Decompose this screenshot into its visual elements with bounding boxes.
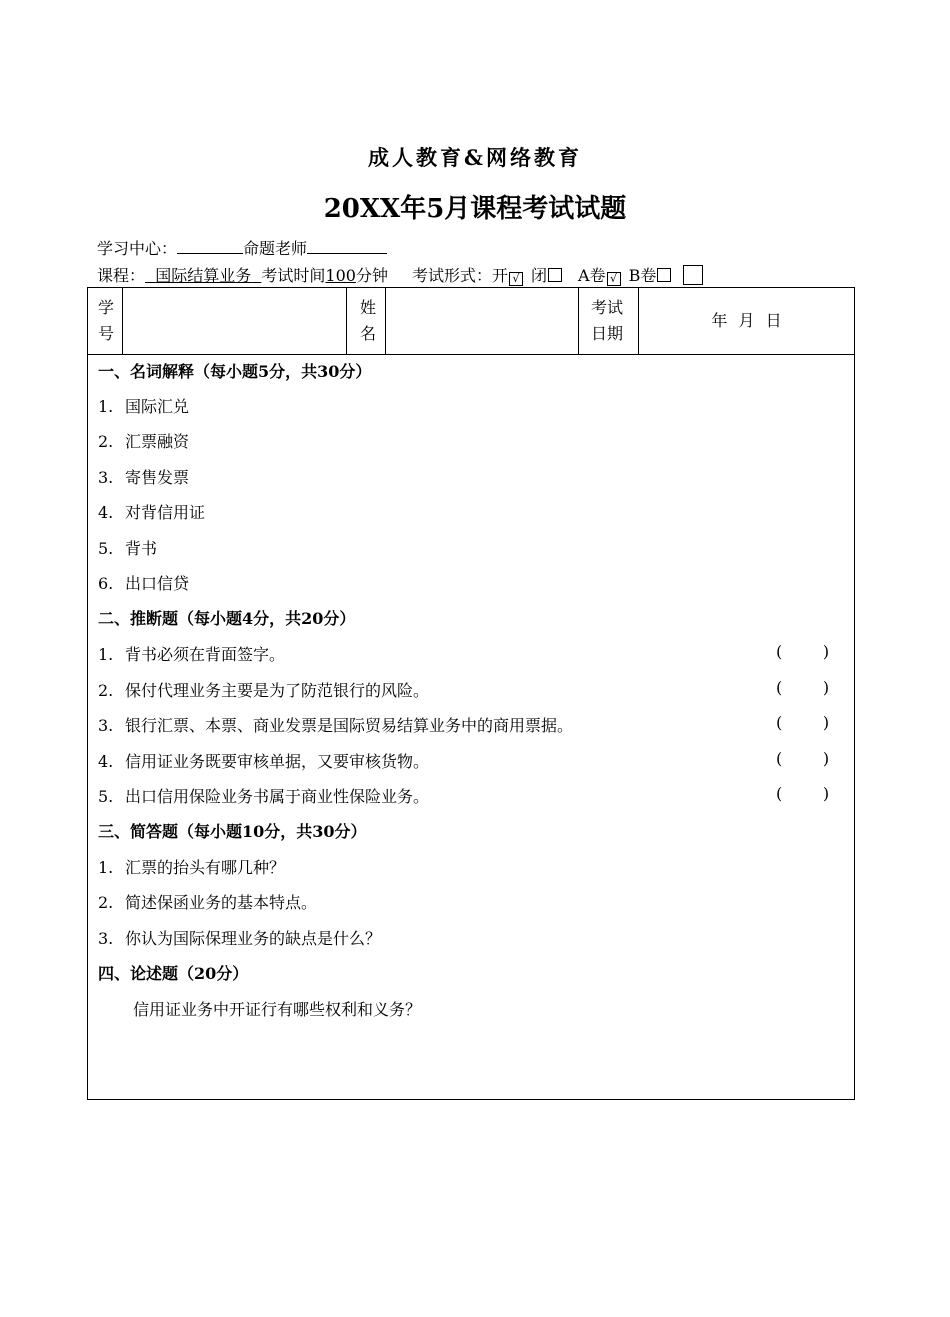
answer-blank[interactable]: ( )	[776, 749, 830, 768]
paper-b-label: B卷	[628, 266, 657, 285]
answer-blank[interactable]: ( )	[776, 713, 830, 732]
extra-checkbox[interactable]	[683, 265, 703, 285]
answer-blank[interactable]: ( )	[776, 784, 830, 803]
closed-book-label: 闭	[530, 266, 547, 285]
list-item: 1. 国际汇兑	[98, 397, 190, 416]
answer-blank[interactable]: ( )	[776, 642, 830, 661]
open-book-label: 开	[491, 266, 508, 285]
answer-blank[interactable]: ( )	[776, 678, 830, 697]
paper-a-checkbox[interactable]: √	[607, 272, 621, 286]
paper-a-label: A卷	[578, 266, 606, 285]
list-item: 3. 你认为国际保理业务的缺点是什么？	[98, 929, 382, 948]
list-item: 3. 银行汇票、本票、商业发票是国际贸易结算业务中的商用票据。	[98, 716, 574, 735]
info-line-1	[97, 236, 387, 259]
exam-frame	[87, 287, 855, 1100]
list-item: 6. 出口信贷	[98, 574, 190, 593]
student-name-field[interactable]	[386, 288, 578, 354]
closed-book-checkbox[interactable]	[548, 268, 562, 282]
list-item: 1. 背书必须在背面签字。	[98, 645, 286, 664]
section-heading-essay: 四、论述题（20分）	[98, 964, 249, 983]
list-item: 2. 简述保函业务的基本特点。	[98, 893, 318, 912]
paper-b-checkbox[interactable]	[657, 268, 671, 282]
list-item: 4. 对背信用证	[98, 503, 206, 522]
section-heading-short-answer: 三、简答题（每小题10分，共30分）	[98, 822, 367, 841]
list-item: 2. 汇票融资	[98, 432, 190, 451]
list-item: 4. 信用证业务既要审核单据，又要审核货物。	[98, 752, 430, 771]
student-name-label: 姓 名	[360, 298, 377, 343]
list-item: 3. 寄售发票	[98, 468, 190, 487]
section-heading-judgement: 二、推断题（每小题4分，共20分）	[98, 609, 356, 628]
exam-date-value[interactable]: 年 月 日	[711, 311, 782, 330]
teacher-blank[interactable]	[307, 237, 387, 254]
list-item: 2. 保付代理业务主要是为了防范银行的风险。	[98, 681, 430, 700]
student-id-label: 学 号	[98, 298, 115, 343]
study-center-blank[interactable]	[177, 237, 243, 254]
exam-time-value: 100	[325, 266, 356, 285]
student-id-field[interactable]	[123, 288, 345, 354]
student-info-row	[88, 288, 854, 355]
course-name: 国际结算业务	[155, 266, 252, 285]
exam-time-unit: 分钟	[355, 266, 388, 285]
exam-time-label: 考试时间	[261, 266, 326, 285]
essay-question: 信用证业务中开证行有哪些权利和义务？	[133, 1000, 422, 1019]
list-item: 5. 出口信用保险业务书属于商业性保险业务。	[98, 787, 430, 806]
study-center-label: 学习中心：	[97, 239, 178, 258]
info-line-2	[97, 263, 703, 286]
list-item: 5. 背书	[98, 539, 158, 558]
exam-date-label: 考试 日期	[591, 298, 624, 343]
list-item: 1. 汇票的抬头有哪几种？	[98, 858, 286, 877]
open-book-checkbox[interactable]: √	[509, 272, 523, 286]
course-label: 课程：	[97, 266, 146, 285]
exam-form-label: 考试形式：	[411, 266, 492, 285]
teacher-label: 命题老师	[243, 239, 308, 258]
section-heading-definitions: 一、名词解释（每小题5分，共30分）	[98, 362, 372, 381]
exam-title: 20XX年5月课程考试试题	[323, 194, 627, 224]
institution-name: 成人教育&网络教育	[368, 145, 582, 170]
